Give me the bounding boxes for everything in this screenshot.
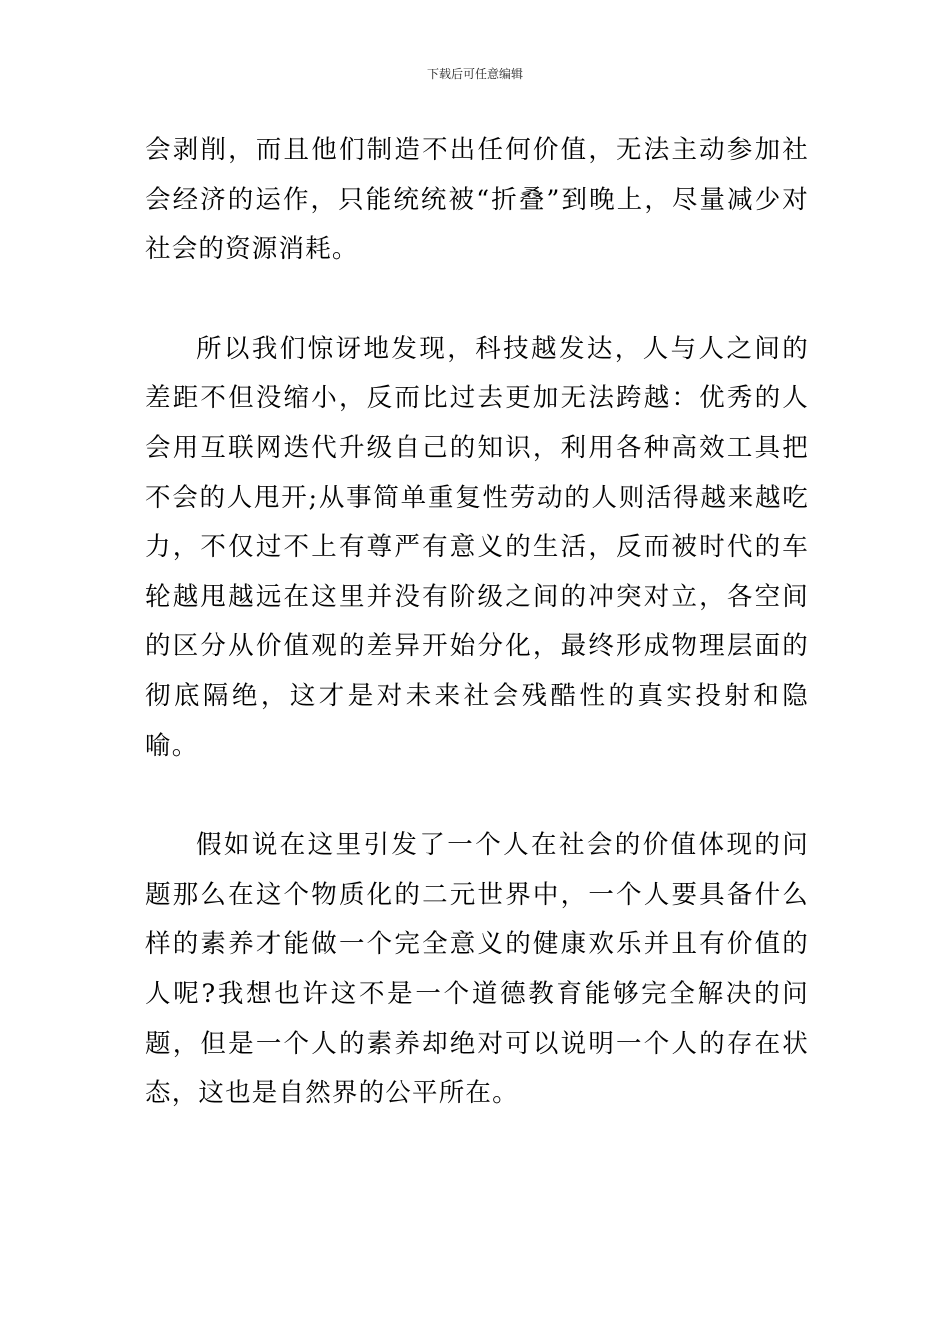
paragraph-1: 会剥削，而且他们制造不出任何价值，无法主动参加社会经济的运作，只能统统被“折叠”到晚上，尽量减少对社会的资源消耗。 — [145, 135, 809, 265]
paragraph-2: 所以我们惊讶地发现，科技越发达，人与人之间的差距不但没缩小，反而比过去更加无法跨越：优秀的人会用互联网迭代升级自己的知识，利用各种高效工具把不会的人甩开;从事简单重复性劳动的人则活得越来越吃力，不仅过不上有尊严有意义的生活，反而被时代的车轮越甩越远在这里并没有阶级之间的冲突对立，各空间的区分从价值观的差异开始分化，最终形成物理层面的彻底隔绝，这才是对未来社会残酷性的真实投射和隐喻。 — [145, 333, 809, 761]
header-note: 下载后可任意编辑 — [426, 67, 523, 81]
document-body — [145, 126, 809, 1119]
paragraph-3: 假如说在这里引发了一个人在社会的价值体现的问题那么在这个物质化的二元世界中，一个人要具备什么样的素养才能做一个完全意义的健康欢乐并且有价值的人呢?我想也许这不是一个道德教育能够完全解决的问题，但是一个人的素养却绝对可以说明一个人的存在状态，这也是自然界的公平所在。 — [145, 830, 809, 1109]
